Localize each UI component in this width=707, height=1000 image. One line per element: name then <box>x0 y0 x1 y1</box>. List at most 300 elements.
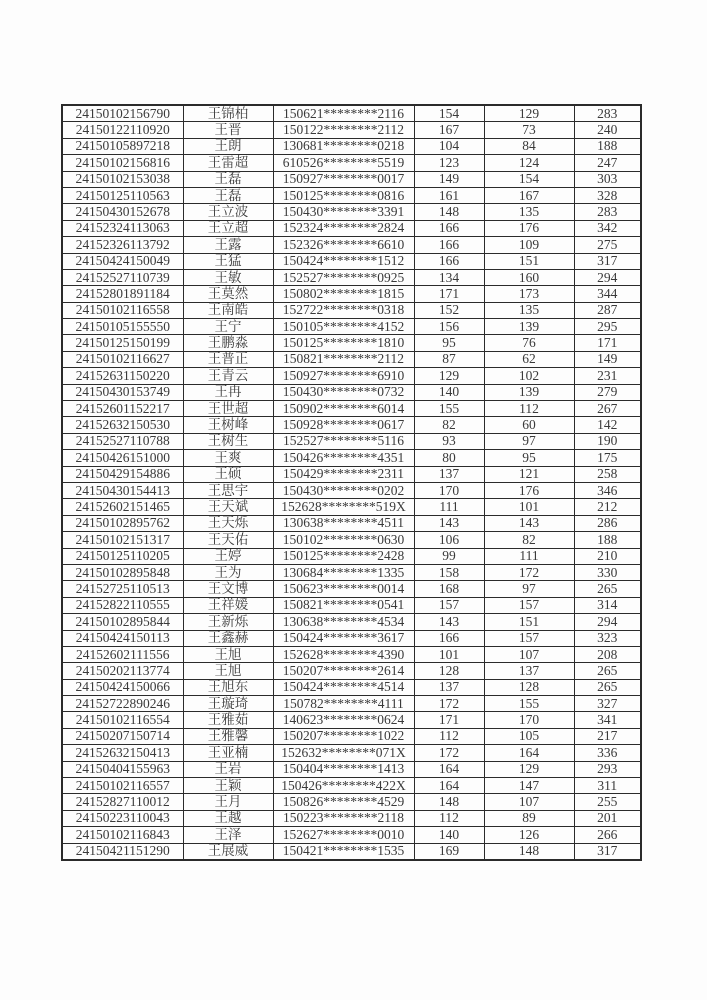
cell-name: 王天斌 <box>183 499 273 515</box>
cell-score-2: 62 <box>484 351 574 367</box>
scores-table-body <box>62 105 641 860</box>
cell-id-number: 150105********4152 <box>273 319 414 335</box>
table-row <box>62 417 641 433</box>
table-row <box>62 220 641 236</box>
cell-name: 王磊 <box>183 187 273 203</box>
table-row <box>62 237 641 253</box>
cell-exam-number: 24152324113063 <box>62 220 183 236</box>
cell-exam-number: 24152632150530 <box>62 417 183 433</box>
cell-name: 王立超 <box>183 220 273 236</box>
table-row <box>62 368 641 384</box>
cell-score-2: 73 <box>484 122 574 138</box>
cell-exam-number: 24152632150413 <box>62 745 183 761</box>
table-row <box>62 171 641 187</box>
cell-score-1: 111 <box>414 499 484 515</box>
cell-total-score: 328 <box>574 187 641 203</box>
table-row <box>62 810 641 826</box>
cell-score-1: 123 <box>414 155 484 171</box>
cell-exam-number: 24152602151465 <box>62 499 183 515</box>
table-row <box>62 614 641 630</box>
cell-id-number: 152527********5116 <box>273 433 414 449</box>
cell-name: 王雷超 <box>183 155 273 171</box>
cell-exam-number: 24150102116554 <box>62 712 183 728</box>
cell-total-score: 287 <box>574 302 641 318</box>
cell-score-1: 137 <box>414 679 484 695</box>
cell-id-number: 152628********519X <box>273 499 414 515</box>
cell-name: 王亚楠 <box>183 745 273 761</box>
cell-score-2: 89 <box>484 810 574 826</box>
cell-id-number: 152627********0010 <box>273 827 414 843</box>
cell-name: 王朗 <box>183 138 273 154</box>
cell-exam-number: 24150122110920 <box>62 122 183 138</box>
cell-score-2: 173 <box>484 286 574 302</box>
cell-score-2: 97 <box>484 581 574 597</box>
table-row <box>62 597 641 613</box>
cell-total-score: 212 <box>574 499 641 515</box>
cell-id-number: 150782********4111 <box>273 696 414 712</box>
cell-exam-number: 24152725110513 <box>62 581 183 597</box>
cell-score-1: 164 <box>414 778 484 794</box>
cell-id-number: 150102********0630 <box>273 532 414 548</box>
cell-name: 王宁 <box>183 319 273 335</box>
cell-exam-number: 24150430154413 <box>62 482 183 498</box>
table-row <box>62 761 641 777</box>
cell-total-score: 279 <box>574 384 641 400</box>
cell-exam-number: 24150424150113 <box>62 630 183 646</box>
cell-score-2: 147 <box>484 778 574 794</box>
cell-total-score: 323 <box>574 630 641 646</box>
cell-score-2: 157 <box>484 630 574 646</box>
cell-name: 王树峰 <box>183 417 273 433</box>
cell-id-number: 150125********2428 <box>273 548 414 564</box>
cell-exam-number: 24150430152678 <box>62 204 183 220</box>
cell-exam-number: 24150102116843 <box>62 827 183 843</box>
cell-score-2: 135 <box>484 204 574 220</box>
cell-name: 王月 <box>183 794 273 810</box>
cell-name: 王泽 <box>183 827 273 843</box>
cell-exam-number: 24150426151000 <box>62 450 183 466</box>
cell-name: 王岩 <box>183 761 273 777</box>
cell-id-number: 130638********4534 <box>273 614 414 630</box>
cell-name: 王鑫赫 <box>183 630 273 646</box>
cell-score-2: 137 <box>484 663 574 679</box>
cell-exam-number: 24150102156816 <box>62 155 183 171</box>
cell-total-score: 258 <box>574 466 641 482</box>
cell-total-score: 330 <box>574 564 641 580</box>
cell-score-2: 135 <box>484 302 574 318</box>
cell-score-2: 95 <box>484 450 574 466</box>
cell-score-2: 155 <box>484 696 574 712</box>
cell-score-1: 82 <box>414 417 484 433</box>
cell-exam-number: 24150102153038 <box>62 171 183 187</box>
cell-score-1: 95 <box>414 335 484 351</box>
cell-total-score: 188 <box>574 138 641 154</box>
table-row <box>62 433 641 449</box>
cell-score-2: 101 <box>484 499 574 515</box>
cell-id-number: 130684********1335 <box>273 564 414 580</box>
cell-score-1: 128 <box>414 663 484 679</box>
cell-score-1: 140 <box>414 384 484 400</box>
cell-id-number: 150207********2614 <box>273 663 414 679</box>
cell-score-2: 126 <box>484 827 574 843</box>
cell-exam-number: 24150105155550 <box>62 319 183 335</box>
cell-score-2: 176 <box>484 482 574 498</box>
cell-exam-number: 24152527110788 <box>62 433 183 449</box>
cell-name: 王璇琦 <box>183 696 273 712</box>
cell-total-score: 344 <box>574 286 641 302</box>
cell-name: 王立波 <box>183 204 273 220</box>
cell-score-2: 76 <box>484 335 574 351</box>
cell-name: 王普正 <box>183 351 273 367</box>
cell-name: 王磊 <box>183 171 273 187</box>
cell-score-2: 129 <box>484 761 574 777</box>
table-row <box>62 401 641 417</box>
cell-score-1: 93 <box>414 433 484 449</box>
cell-score-2: 129 <box>484 105 574 122</box>
cell-id-number: 150430********0732 <box>273 384 414 400</box>
cell-total-score: 175 <box>574 450 641 466</box>
cell-id-number: 150426********4351 <box>273 450 414 466</box>
cell-total-score: 267 <box>574 401 641 417</box>
table-row <box>62 351 641 367</box>
cell-id-number: 152722********0318 <box>273 302 414 318</box>
table-row <box>62 335 641 351</box>
cell-total-score: 171 <box>574 335 641 351</box>
cell-score-2: 124 <box>484 155 574 171</box>
table-row <box>62 532 641 548</box>
table-row <box>62 319 641 335</box>
cell-exam-number: 24150102895844 <box>62 614 183 630</box>
cell-exam-number: 24150207150714 <box>62 728 183 744</box>
cell-id-number: 140623********0624 <box>273 712 414 728</box>
cell-score-2: 102 <box>484 368 574 384</box>
cell-score-2: 176 <box>484 220 574 236</box>
cell-exam-number: 24150125110563 <box>62 187 183 203</box>
cell-exam-number: 24150125110205 <box>62 548 183 564</box>
cell-score-1: 134 <box>414 269 484 285</box>
cell-score-2: 143 <box>484 515 574 531</box>
table-row <box>62 712 641 728</box>
cell-exam-number: 24150430153749 <box>62 384 183 400</box>
cell-id-number: 150424********3617 <box>273 630 414 646</box>
cell-exam-number: 24152527110739 <box>62 269 183 285</box>
cell-name: 王敏 <box>183 269 273 285</box>
cell-name: 王天烁 <box>183 515 273 531</box>
cell-total-score: 275 <box>574 237 641 253</box>
cell-total-score: 240 <box>574 122 641 138</box>
cell-name: 王天佑 <box>183 532 273 548</box>
cell-id-number: 150223********2118 <box>273 810 414 826</box>
cell-score-2: 167 <box>484 187 574 203</box>
cell-total-score: 201 <box>574 810 641 826</box>
scores-table <box>61 104 642 861</box>
cell-exam-number: 24152326113792 <box>62 237 183 253</box>
cell-name: 王世超 <box>183 401 273 417</box>
cell-score-1: 140 <box>414 827 484 843</box>
cell-score-2: 139 <box>484 384 574 400</box>
cell-id-number: 150623********0014 <box>273 581 414 597</box>
table-row <box>62 499 641 515</box>
cell-score-1: 106 <box>414 532 484 548</box>
cell-name: 王颖 <box>183 778 273 794</box>
cell-id-number: 150826********4529 <box>273 794 414 810</box>
cell-score-1: 112 <box>414 810 484 826</box>
cell-exam-number: 24150421151290 <box>62 843 183 860</box>
cell-name: 王旭东 <box>183 679 273 695</box>
cell-score-2: 151 <box>484 253 574 269</box>
table-row <box>62 204 641 220</box>
cell-score-2: 107 <box>484 794 574 810</box>
cell-name: 王婷 <box>183 548 273 564</box>
cell-name: 王展威 <box>183 843 273 860</box>
cell-total-score: 286 <box>574 515 641 531</box>
cell-exam-number: 24152822110555 <box>62 597 183 613</box>
table-row <box>62 450 641 466</box>
cell-name: 王旭 <box>183 646 273 662</box>
table-row <box>62 269 641 285</box>
cell-id-number: 150426********422X <box>273 778 414 794</box>
cell-score-1: 152 <box>414 302 484 318</box>
cell-name: 王硕 <box>183 466 273 482</box>
cell-name: 王冉 <box>183 384 273 400</box>
cell-id-number: 150122********2112 <box>273 122 414 138</box>
cell-total-score: 231 <box>574 368 641 384</box>
cell-total-score: 265 <box>574 679 641 695</box>
cell-score-1: 104 <box>414 138 484 154</box>
cell-id-number: 150429********2311 <box>273 466 414 482</box>
cell-exam-number: 24150424150066 <box>62 679 183 695</box>
cell-score-1: 143 <box>414 614 484 630</box>
table-row <box>62 302 641 318</box>
table-row <box>62 581 641 597</box>
cell-id-number: 130638********4511 <box>273 515 414 531</box>
cell-score-2: 121 <box>484 466 574 482</box>
cell-score-2: 84 <box>484 138 574 154</box>
cell-name: 王鹏淼 <box>183 335 273 351</box>
cell-score-1: 171 <box>414 712 484 728</box>
cell-score-1: 80 <box>414 450 484 466</box>
cell-name: 王越 <box>183 810 273 826</box>
cell-exam-number: 24150125150199 <box>62 335 183 351</box>
cell-id-number: 150927********0017 <box>273 171 414 187</box>
cell-score-2: 151 <box>484 614 574 630</box>
cell-id-number: 150821********0541 <box>273 597 414 613</box>
cell-total-score: 190 <box>574 433 641 449</box>
cell-exam-number: 24150102895848 <box>62 564 183 580</box>
cell-exam-number: 24150102151317 <box>62 532 183 548</box>
table-row <box>62 286 641 302</box>
cell-total-score: 294 <box>574 269 641 285</box>
cell-score-1: 166 <box>414 237 484 253</box>
cell-name: 王树生 <box>183 433 273 449</box>
cell-name: 王为 <box>183 564 273 580</box>
cell-exam-number: 24150102116558 <box>62 302 183 318</box>
cell-score-1: 166 <box>414 630 484 646</box>
table-row <box>62 630 641 646</box>
cell-name: 王新烁 <box>183 614 273 630</box>
cell-score-1: 155 <box>414 401 484 417</box>
cell-score-1: 143 <box>414 515 484 531</box>
cell-name: 王露 <box>183 237 273 253</box>
cell-score-2: 111 <box>484 548 574 564</box>
cell-name: 王青云 <box>183 368 273 384</box>
cell-total-score: 303 <box>574 171 641 187</box>
table-row <box>62 728 641 744</box>
cell-score-2: 60 <box>484 417 574 433</box>
cell-score-2: 82 <box>484 532 574 548</box>
cell-total-score: 142 <box>574 417 641 433</box>
cell-score-1: 149 <box>414 171 484 187</box>
cell-name: 王旭 <box>183 663 273 679</box>
cell-score-1: 171 <box>414 286 484 302</box>
cell-score-1: 164 <box>414 761 484 777</box>
cell-score-2: 112 <box>484 401 574 417</box>
cell-total-score: 314 <box>574 597 641 613</box>
cell-total-score: 336 <box>574 745 641 761</box>
cell-score-1: 167 <box>414 122 484 138</box>
cell-total-score: 247 <box>574 155 641 171</box>
cell-id-number: 150928********0617 <box>273 417 414 433</box>
cell-name: 王祥媛 <box>183 597 273 613</box>
cell-exam-number: 24150102116557 <box>62 778 183 794</box>
cell-score-1: 148 <box>414 794 484 810</box>
cell-total-score: 217 <box>574 728 641 744</box>
cell-score-1: 87 <box>414 351 484 367</box>
cell-exam-number: 24152827110012 <box>62 794 183 810</box>
cell-score-1: 172 <box>414 745 484 761</box>
cell-score-1: 137 <box>414 466 484 482</box>
table-row <box>62 663 641 679</box>
cell-score-2: 139 <box>484 319 574 335</box>
cell-name: 王爽 <box>183 450 273 466</box>
table-row <box>62 384 641 400</box>
table-row <box>62 548 641 564</box>
cell-id-number: 150421********1535 <box>273 843 414 860</box>
cell-name: 王猛 <box>183 253 273 269</box>
cell-score-1: 166 <box>414 253 484 269</box>
cell-id-number: 150902********6014 <box>273 401 414 417</box>
cell-id-number: 150424********4514 <box>273 679 414 695</box>
cell-total-score: 295 <box>574 319 641 335</box>
cell-score-1: 148 <box>414 204 484 220</box>
cell-score-1: 112 <box>414 728 484 744</box>
cell-score-2: 105 <box>484 728 574 744</box>
cell-total-score: 342 <box>574 220 641 236</box>
cell-id-number: 152527********0925 <box>273 269 414 285</box>
cell-exam-number: 24150404155963 <box>62 761 183 777</box>
cell-total-score: 266 <box>574 827 641 843</box>
cell-id-number: 610526********5519 <box>273 155 414 171</box>
cell-name: 王锦柏 <box>183 105 273 122</box>
table-row <box>62 827 641 843</box>
cell-id-number: 150424********1512 <box>273 253 414 269</box>
cell-id-number: 152324********2824 <box>273 220 414 236</box>
cell-id-number: 150430********0202 <box>273 482 414 498</box>
table-row <box>62 515 641 531</box>
cell-name: 王晋 <box>183 122 273 138</box>
cell-score-1: 129 <box>414 368 484 384</box>
cell-exam-number: 24152602111556 <box>62 646 183 662</box>
table-row <box>62 187 641 203</box>
cell-total-score: 293 <box>574 761 641 777</box>
cell-total-score: 294 <box>574 614 641 630</box>
cell-score-1: 170 <box>414 482 484 498</box>
cell-id-number: 150821********2112 <box>273 351 414 367</box>
cell-total-score: 341 <box>574 712 641 728</box>
cell-exam-number: 24150202113774 <box>62 663 183 679</box>
cell-total-score: 210 <box>574 548 641 564</box>
cell-id-number: 150927********6910 <box>273 368 414 384</box>
table-row <box>62 138 641 154</box>
cell-score-1: 101 <box>414 646 484 662</box>
cell-total-score: 265 <box>574 581 641 597</box>
cell-id-number: 152326********6610 <box>273 237 414 253</box>
cell-exam-number: 24150102895762 <box>62 515 183 531</box>
table-row <box>62 696 641 712</box>
cell-score-1: 172 <box>414 696 484 712</box>
cell-exam-number: 24150424150049 <box>62 253 183 269</box>
cell-name: 王雅馨 <box>183 728 273 744</box>
cell-id-number: 150802********1815 <box>273 286 414 302</box>
table-row <box>62 482 641 498</box>
cell-total-score: 265 <box>574 663 641 679</box>
table-row <box>62 745 641 761</box>
cell-score-2: 97 <box>484 433 574 449</box>
cell-score-1: 99 <box>414 548 484 564</box>
cell-id-number: 150207********1022 <box>273 728 414 744</box>
cell-total-score: 327 <box>574 696 641 712</box>
table-row <box>62 466 641 482</box>
cell-score-1: 169 <box>414 843 484 860</box>
cell-name: 王莫然 <box>183 286 273 302</box>
cell-exam-number: 24150105897218 <box>62 138 183 154</box>
cell-score-1: 168 <box>414 581 484 597</box>
cell-name: 王文博 <box>183 581 273 597</box>
cell-score-1: 158 <box>414 564 484 580</box>
table-row <box>62 253 641 269</box>
table-row <box>62 646 641 662</box>
cell-score-2: 164 <box>484 745 574 761</box>
cell-total-score: 188 <box>574 532 641 548</box>
table-row <box>62 122 641 138</box>
cell-score-2: 160 <box>484 269 574 285</box>
cell-exam-number: 24150429154886 <box>62 466 183 482</box>
cell-total-score: 317 <box>574 253 641 269</box>
cell-name: 王雅茹 <box>183 712 273 728</box>
cell-total-score: 311 <box>574 778 641 794</box>
table-row <box>62 843 641 860</box>
cell-score-2: 157 <box>484 597 574 613</box>
cell-exam-number: 24152601152217 <box>62 401 183 417</box>
cell-id-number: 150430********3391 <box>273 204 414 220</box>
table-row <box>62 105 641 122</box>
cell-exam-number: 24150102116627 <box>62 351 183 367</box>
table-row <box>62 564 641 580</box>
cell-exam-number: 24152722890246 <box>62 696 183 712</box>
table-row <box>62 679 641 695</box>
cell-exam-number: 24150102156790 <box>62 105 183 122</box>
cell-total-score: 317 <box>574 843 641 860</box>
cell-total-score: 283 <box>574 204 641 220</box>
cell-exam-number: 24150223110043 <box>62 810 183 826</box>
cell-id-number: 152628********4390 <box>273 646 414 662</box>
cell-score-2: 128 <box>484 679 574 695</box>
cell-score-1: 154 <box>414 105 484 122</box>
cell-score-2: 170 <box>484 712 574 728</box>
cell-score-2: 172 <box>484 564 574 580</box>
cell-id-number: 150621********2116 <box>273 105 414 122</box>
cell-id-number: 150125********0816 <box>273 187 414 203</box>
